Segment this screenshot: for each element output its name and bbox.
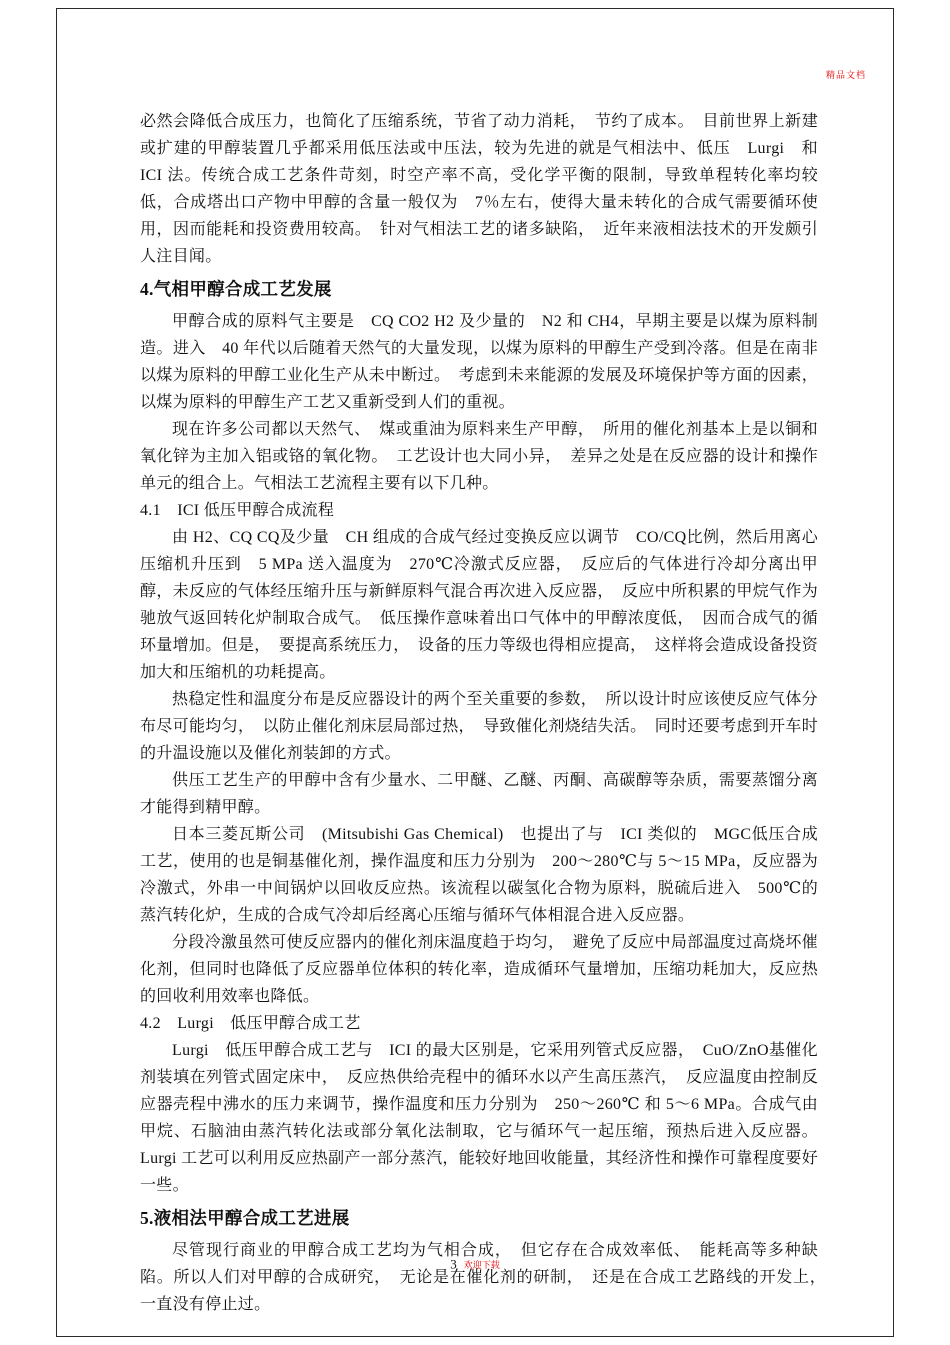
section-heading: 5.液相法甲醇合成工艺进展 [140, 1208, 350, 1228]
paragraph: 尽管现行商业的甲醇合成工艺均为气相合成， 但它存在合成效率低、 能耗高等多种缺陷。所以人们对甲醇的合成研究， 无论是在催化剂的研制， 还是在合成工艺路线的开发上， 一直没有停止过。 [140, 1242, 835, 1313]
subsection-heading: 4.2 Lurgi 低压甲醇合成工艺 [140, 1015, 361, 1032]
paragraph: 由 H2、CQ CQ及少量 CH 组成的合成气经过变换反应以调节 CO/CQ比例，然后用离心压缩机升压到 5 MPa 送入温度为 270℃冷激式反应器， 反应后的气体进行冷却分离出甲醇，未反应的气体经压缩升压与新鲜原料气混合再次进入反应器， 反应中所积累的甲烷气作为驰放气返回转化炉制取合成气。 低压操作意味着出口气体中的甲醇浓度低， 因而合成气的循环量增加。但是， 要提高系统压力， 设备的压力等级也得相应提高， 这样将会造成设备投资加大和压缩机的功耗提高。 [140, 529, 818, 681]
paragraph: 供压工艺生产的甲醇中含有少量水、二甲醚、乙醚、丙酮、高碳醇等杂质，需要蒸馏分离才能得到精甲醇。 [140, 772, 818, 816]
document-body [140, 108, 835, 1318]
page-number: 3 [450, 1256, 457, 1272]
footer-download-note: 欢迎下载 [463, 1259, 500, 1270]
paragraph: 现在许多公司都以天然气、 煤或重油为原料来生产甲醇， 所用的催化剂基本上是以铜和氧化锌为主加入铝或铬的氧化物。 工艺设计也大同小异， 差异之处是在反应器的设计和操作单元的组合上。气相法工艺流程主要有以下几种。 [140, 421, 818, 492]
paragraph: 必然会降低合成压力，也简化了压缩系统，节省了动力消耗， 节约了成本。 目前世界上新建或扩建的甲醇装置几乎都采用低压法或中压法，较为先进的就是气相法中、低压 Lurgi 和 ICI 法。传统合成工艺条件苛刻，时空产率不高，受化学平衡的限制，导致单程转化率均较低，合成塔出口产物中甲醇的含量一般仅为 7％左右，使得大量未转化的合成气需要循环使用，因而能耗和投资费用较高。 针对气相法工艺的诸多缺陷， 近年来液相法技术的开发颇引人注目闻。 [140, 113, 818, 265]
subsection-heading: 4.1 ICI 低压甲醇合成流程 [140, 502, 335, 519]
paragraph: Lurgi 低压甲醇合成工艺与 ICI 的最大区别是，它采用列管式反应器， CuO/ZnO基催化剂装填在列管式固定床中， 反应热供给壳程中的循环水以产生高压蒸汽， 反应温度由控制反应器壳程中沸水的压力来调节，操作温度和压力分别为 250～260℃ 和 5～6 MPa。合成气由甲烷、石脑油由蒸汽转化法或部分氧化法制取，它与循环气一起压缩，预热后进入反应器。Lurgi 工艺可以利用反应热副产一部分蒸汽，能较好地回收能量，其经济性和操作可靠程度要好一些。 [140, 1042, 818, 1194]
paragraph: 甲醇合成的原料气主要是 CQ CO2 H2 及少量的 N2 和 CH4，早期主要是以煤为原料制造。进入 40 年代以后随着天然气的大量发现，以煤为原料的甲醇生产受到冷落。但是在南非以煤为原料的甲醇工业化生产从未中断过。 考虑到未来能源的发展及环境保护等方面的因素，以煤为原料的甲醇生产工艺又重新受到人们的重视。 [140, 313, 818, 411]
paragraph: 分段冷激虽然可使反应器内的催化剂床温度趋于均匀， 避免了反应中局部温度过高烧坏催化剂，但同时也降低了反应器单位体积的转化率，造成循环气量增加，压缩功耗加大，反应热的回收利用效率也降低。 [140, 934, 818, 1005]
page-footer [0, 1255, 950, 1273]
section-heading: 4.气相甲醇合成工艺发展 [140, 279, 332, 299]
paragraph: 日本三菱瓦斯公司 (Mitsubishi Gas Chemical) 也提出了与 ICI 类似的 MGC低压合成工艺，使用的也是铜基催化剂，操作温度和压力分别为 200～280℃与 5～15 MPa，反应器为冷激式，外串一中间锅炉以回收反应热。该流程以碳氢化合物为原料，脱硫后进入 500℃的蒸汽转化炉，生成的合成气冷却后经离心压缩与循环气体相混合进入反应器。 [140, 826, 818, 924]
paragraph: 热稳定性和温度分布是反应器设计的两个至关重要的参数， 所以设计时应该使反应气体分布尽可能均匀， 以防止催化剂床层局部过热， 导致催化剂烧结失活。 同时还要考虑到开车时的升温设施以及催化剂装卸的方式。 [140, 691, 818, 762]
header-watermark: 精品文档 [825, 70, 866, 80]
